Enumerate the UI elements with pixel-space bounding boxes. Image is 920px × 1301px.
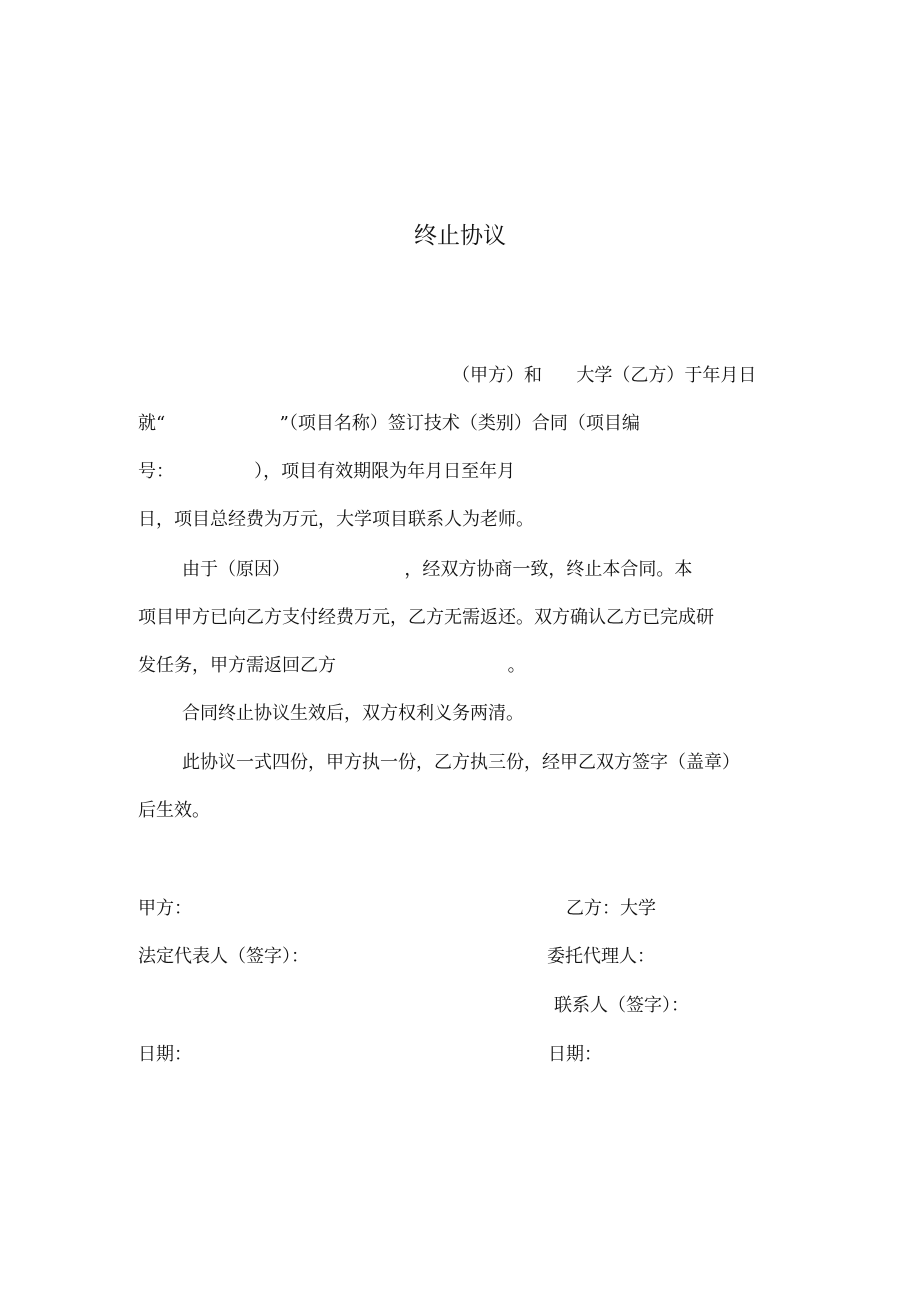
body-line-5: 由于（原因） ，经双方协商一致，终止本合同。本	[182, 559, 693, 580]
body-line-10: 后生效。	[138, 800, 210, 821]
authorized-agent-label: 委托代理人：	[547, 946, 655, 967]
body-line-3: 号： ），项目有效期限为年月日至年月	[138, 461, 516, 482]
body-line-9: 此协议一式四份，甲方执一份，乙方执三份，经甲乙双方签字（盖章）	[182, 752, 740, 773]
date-a-label: 日期：	[138, 1044, 192, 1065]
body-line-2: 就“ ”（项目名称）签订技术（类别）合同（项目编	[138, 413, 640, 434]
body-line-4: 日，项目总经费为万元，大学项目联系人为老师。	[138, 509, 534, 530]
date-b-label: 日期：	[548, 1044, 602, 1065]
party-a-label: 甲方：	[138, 898, 192, 919]
contact-person-label: 联系人（签字）：	[554, 995, 689, 1016]
party-b-label: 乙方：大学	[566, 898, 656, 919]
legal-representative-label: 法定代表人（签字）：	[138, 946, 309, 967]
body-line-7: 发任务，甲方需返回乙方 。	[138, 655, 526, 676]
body-line-1: （甲方）和 大学（乙方）于年月日	[452, 365, 757, 386]
body-line-8: 合同终止协议生效后，双方权利义务两清。	[182, 703, 524, 724]
body-line-6: 项目甲方已向乙方支付经费万元，乙方无需返还。双方确认乙方已完成研	[138, 607, 714, 628]
document-title: 终止协议	[414, 223, 506, 249]
